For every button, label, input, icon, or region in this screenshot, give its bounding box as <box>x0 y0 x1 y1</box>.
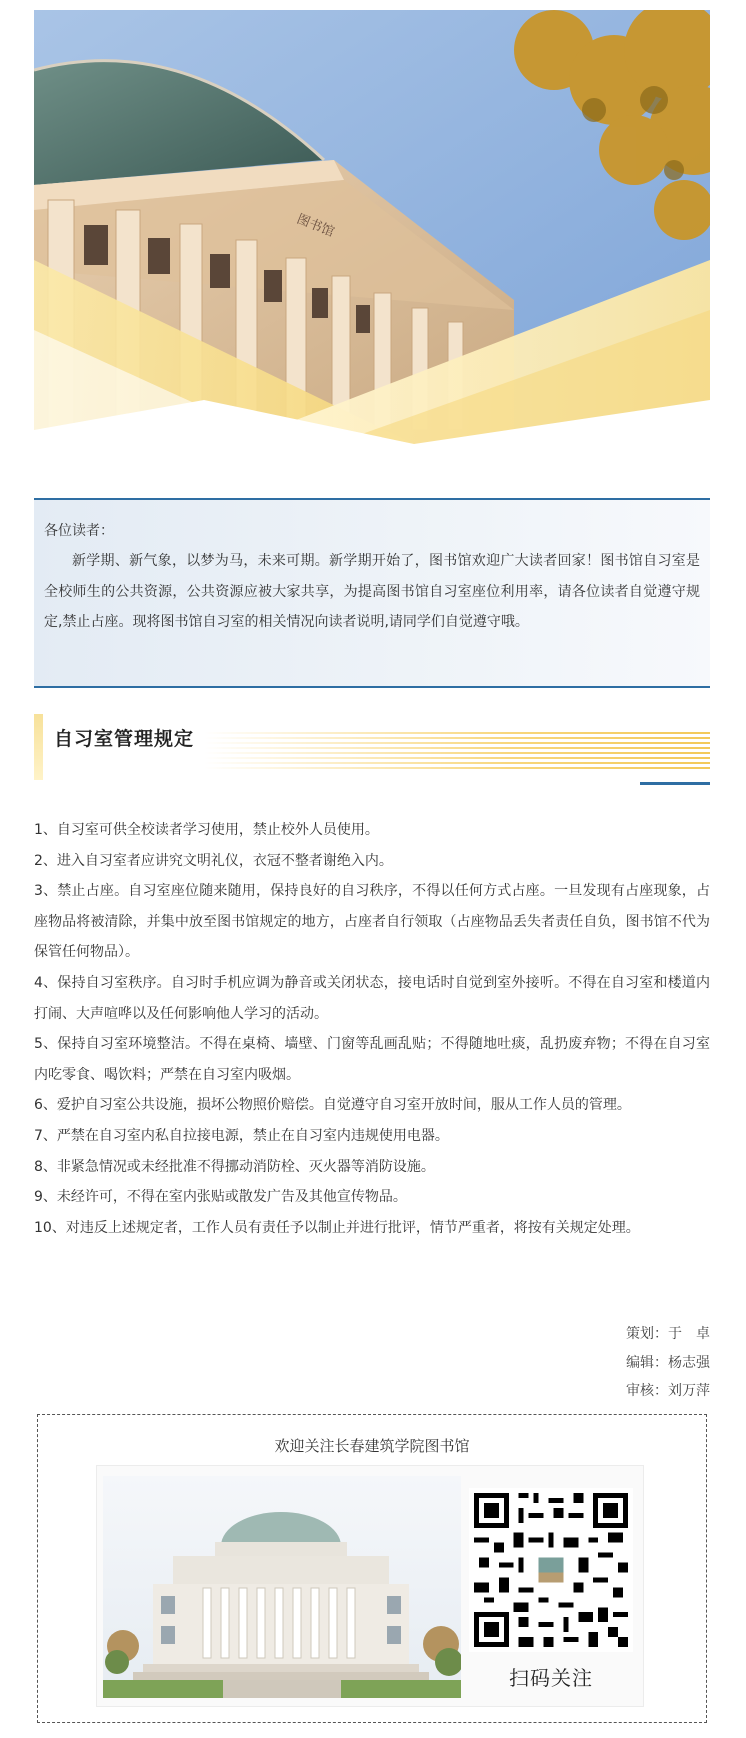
rule-item: 5、保持自习室环境整洁。不得在桌椅、墙壁、门窗等乱画乱贴；不得随地吐痰，乱扔废弃物；不得在自习室内吃零食、喝饮料；严禁在自习室内吸烟。 <box>34 1036 710 1083</box>
credits <box>626 1320 710 1406</box>
svg-text:图书馆: 图书馆 <box>294 211 337 241</box>
rule-item: 3、禁止占座。自习室座位随来随用，保持良好的自习秩序，不得以任何方式占座。一旦发现有占座现象，占座物品将被清除，并集中放至图书馆规定的地方，占座者自行领取（占座物品丢失者责任自负，图书馆不代为保管任何物品）。 <box>34 883 710 961</box>
rule-item: 8、非紧急情况或未经批准不得挪动消防栓、灭火器等消防设施。 <box>34 1158 435 1175</box>
rule-item: 4、保持自习室秩序。自习时手机应调为静音或关闭状态，接电话时自觉到室外接听。不得在自习室和楼道内打闹、大声喧哗以及任何影响他人学习的活动。 <box>34 974 710 1022</box>
section-accent-bar <box>34 714 43 780</box>
rule-item: 9、未经许可，不得在室内张贴或散发广告及其他宣传物品。 <box>34 1189 407 1206</box>
credit-planner: 策划：于 卓 <box>626 1326 710 1342</box>
rule-item: 1、自习室可供全校读者学习使用，禁止校外人员使用。 <box>34 822 379 838</box>
intro-box <box>34 498 710 688</box>
library-front-photo <box>103 1476 461 1698</box>
library-building-photo <box>34 10 710 444</box>
credit-editor: 编辑：杨志强 <box>626 1354 710 1371</box>
qr-code-icon[interactable] <box>469 1488 633 1652</box>
scan-follow-label: 扫码关注 <box>509 1666 593 1690</box>
section-title: 自习室管理规定 <box>54 728 195 750</box>
intro-body: 新学期、新气象，以梦为马，未来可期。新学期开始了，图书馆欢迎广大读者回家！图书馆自习室是全校师生的公共资源，公共资源应被大家共享，为提高图书馆自习室座位利用率，请各位读者自觉遵守规定,禁止占座。现将图书馆自习室的相关情况向读者说明,请同学们自觉遵守哦。 <box>44 553 700 630</box>
section-header <box>34 714 710 784</box>
section-underline <box>640 782 710 785</box>
rule-item: 10、对违反上述规定者，工作人员有责任予以制止并进行批评，情节严重者，将按有关规定处理。 <box>34 1219 640 1236</box>
credit-reviewer: 审核：刘万萍 <box>626 1383 710 1399</box>
follow-title: 欢迎关注长春建筑学院图书馆 <box>274 1437 470 1455</box>
intro-greeting: 各位读者： <box>44 523 114 539</box>
hero-banner <box>34 10 710 444</box>
follow-box <box>37 1414 707 1723</box>
rule-item: 7、严禁在自习室内私自拉接电源，禁止在自习室内违规使用电器。 <box>34 1127 449 1144</box>
rule-item: 6、爱护自习室公共设施，损坏公物照价赔偿。自觉遵守自习室开放时间，服从工作人员的管理。 <box>34 1097 631 1114</box>
rules-list <box>34 815 710 1243</box>
rule-item: 2、进入自习室者应讲究文明礼仪，衣冠不整者谢绝入内。 <box>34 852 393 869</box>
section-stripes <box>204 732 710 772</box>
follow-card <box>96 1465 644 1707</box>
